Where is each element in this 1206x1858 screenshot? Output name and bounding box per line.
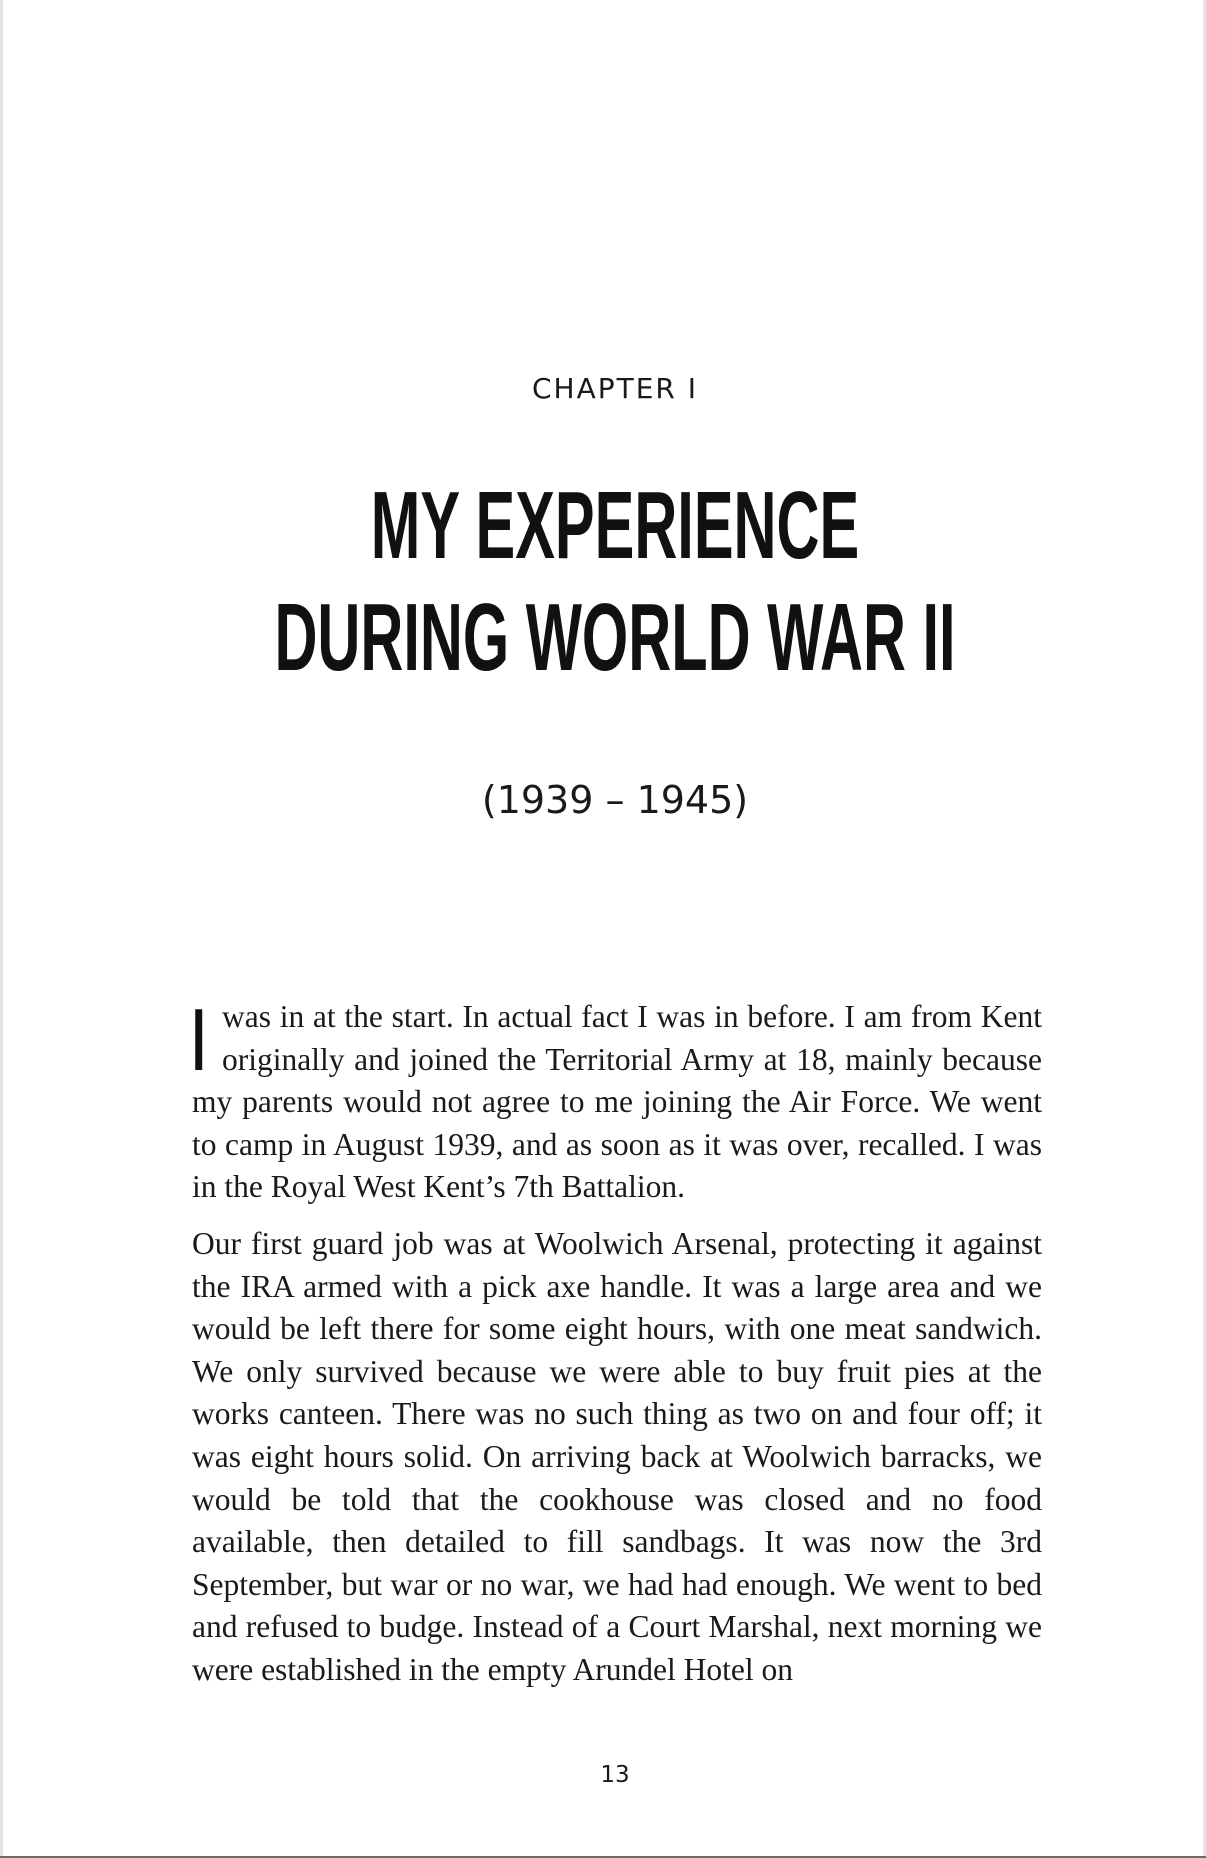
drop-cap: I <box>192 990 206 1089</box>
chapter-label: CHAPTER I <box>531 372 699 405</box>
chapter-title <box>0 470 1206 694</box>
page-edge-left <box>0 0 3 1858</box>
chapter-title-line-1: MY EXPERIENCE <box>370 472 860 579</box>
chapter-dates: (1939 – 1945) <box>481 778 749 822</box>
page-number: 13 <box>600 1762 630 1788</box>
paragraph-2: Our first guard job was at Woolwich Arsenal, protecting it against the IRA armed with a pick axe handle. It was a large area and we would be left there for some eight hours, with one meat sandwich. We only survived because we were able to buy fruit pies at the works canteen. There was no such thing as two on and four off; it was eight hours solid. On arriving back at Woolwich barracks, we would be told that the cookhouse was closed and no food available, then detailed to fill sandbags. It was now the 3rd September, but war or no war, we had had enough. We went to bed and refused to budge. Instead of a Court Marshal, next morning we were established in the empty Arundel Hotel on <box>192 1225 1042 1687</box>
paragraph-1-text: was in at the start. In actual fact I was in before. I am from Kent originally and joined the Territorial Army at 18, mainly because my parents would not agree to me joining the Air Force. We went to camp in August 1939, and as soon as it was over, recalled. I was in the Royal West Kent’s 7th Battalion. <box>192 999 1042 1205</box>
paragraph-1 <box>192 990 1042 1209</box>
chapter-title-line-2: DURING WORLD WAR II <box>274 584 956 691</box>
chapter-body <box>192 990 1042 1692</box>
